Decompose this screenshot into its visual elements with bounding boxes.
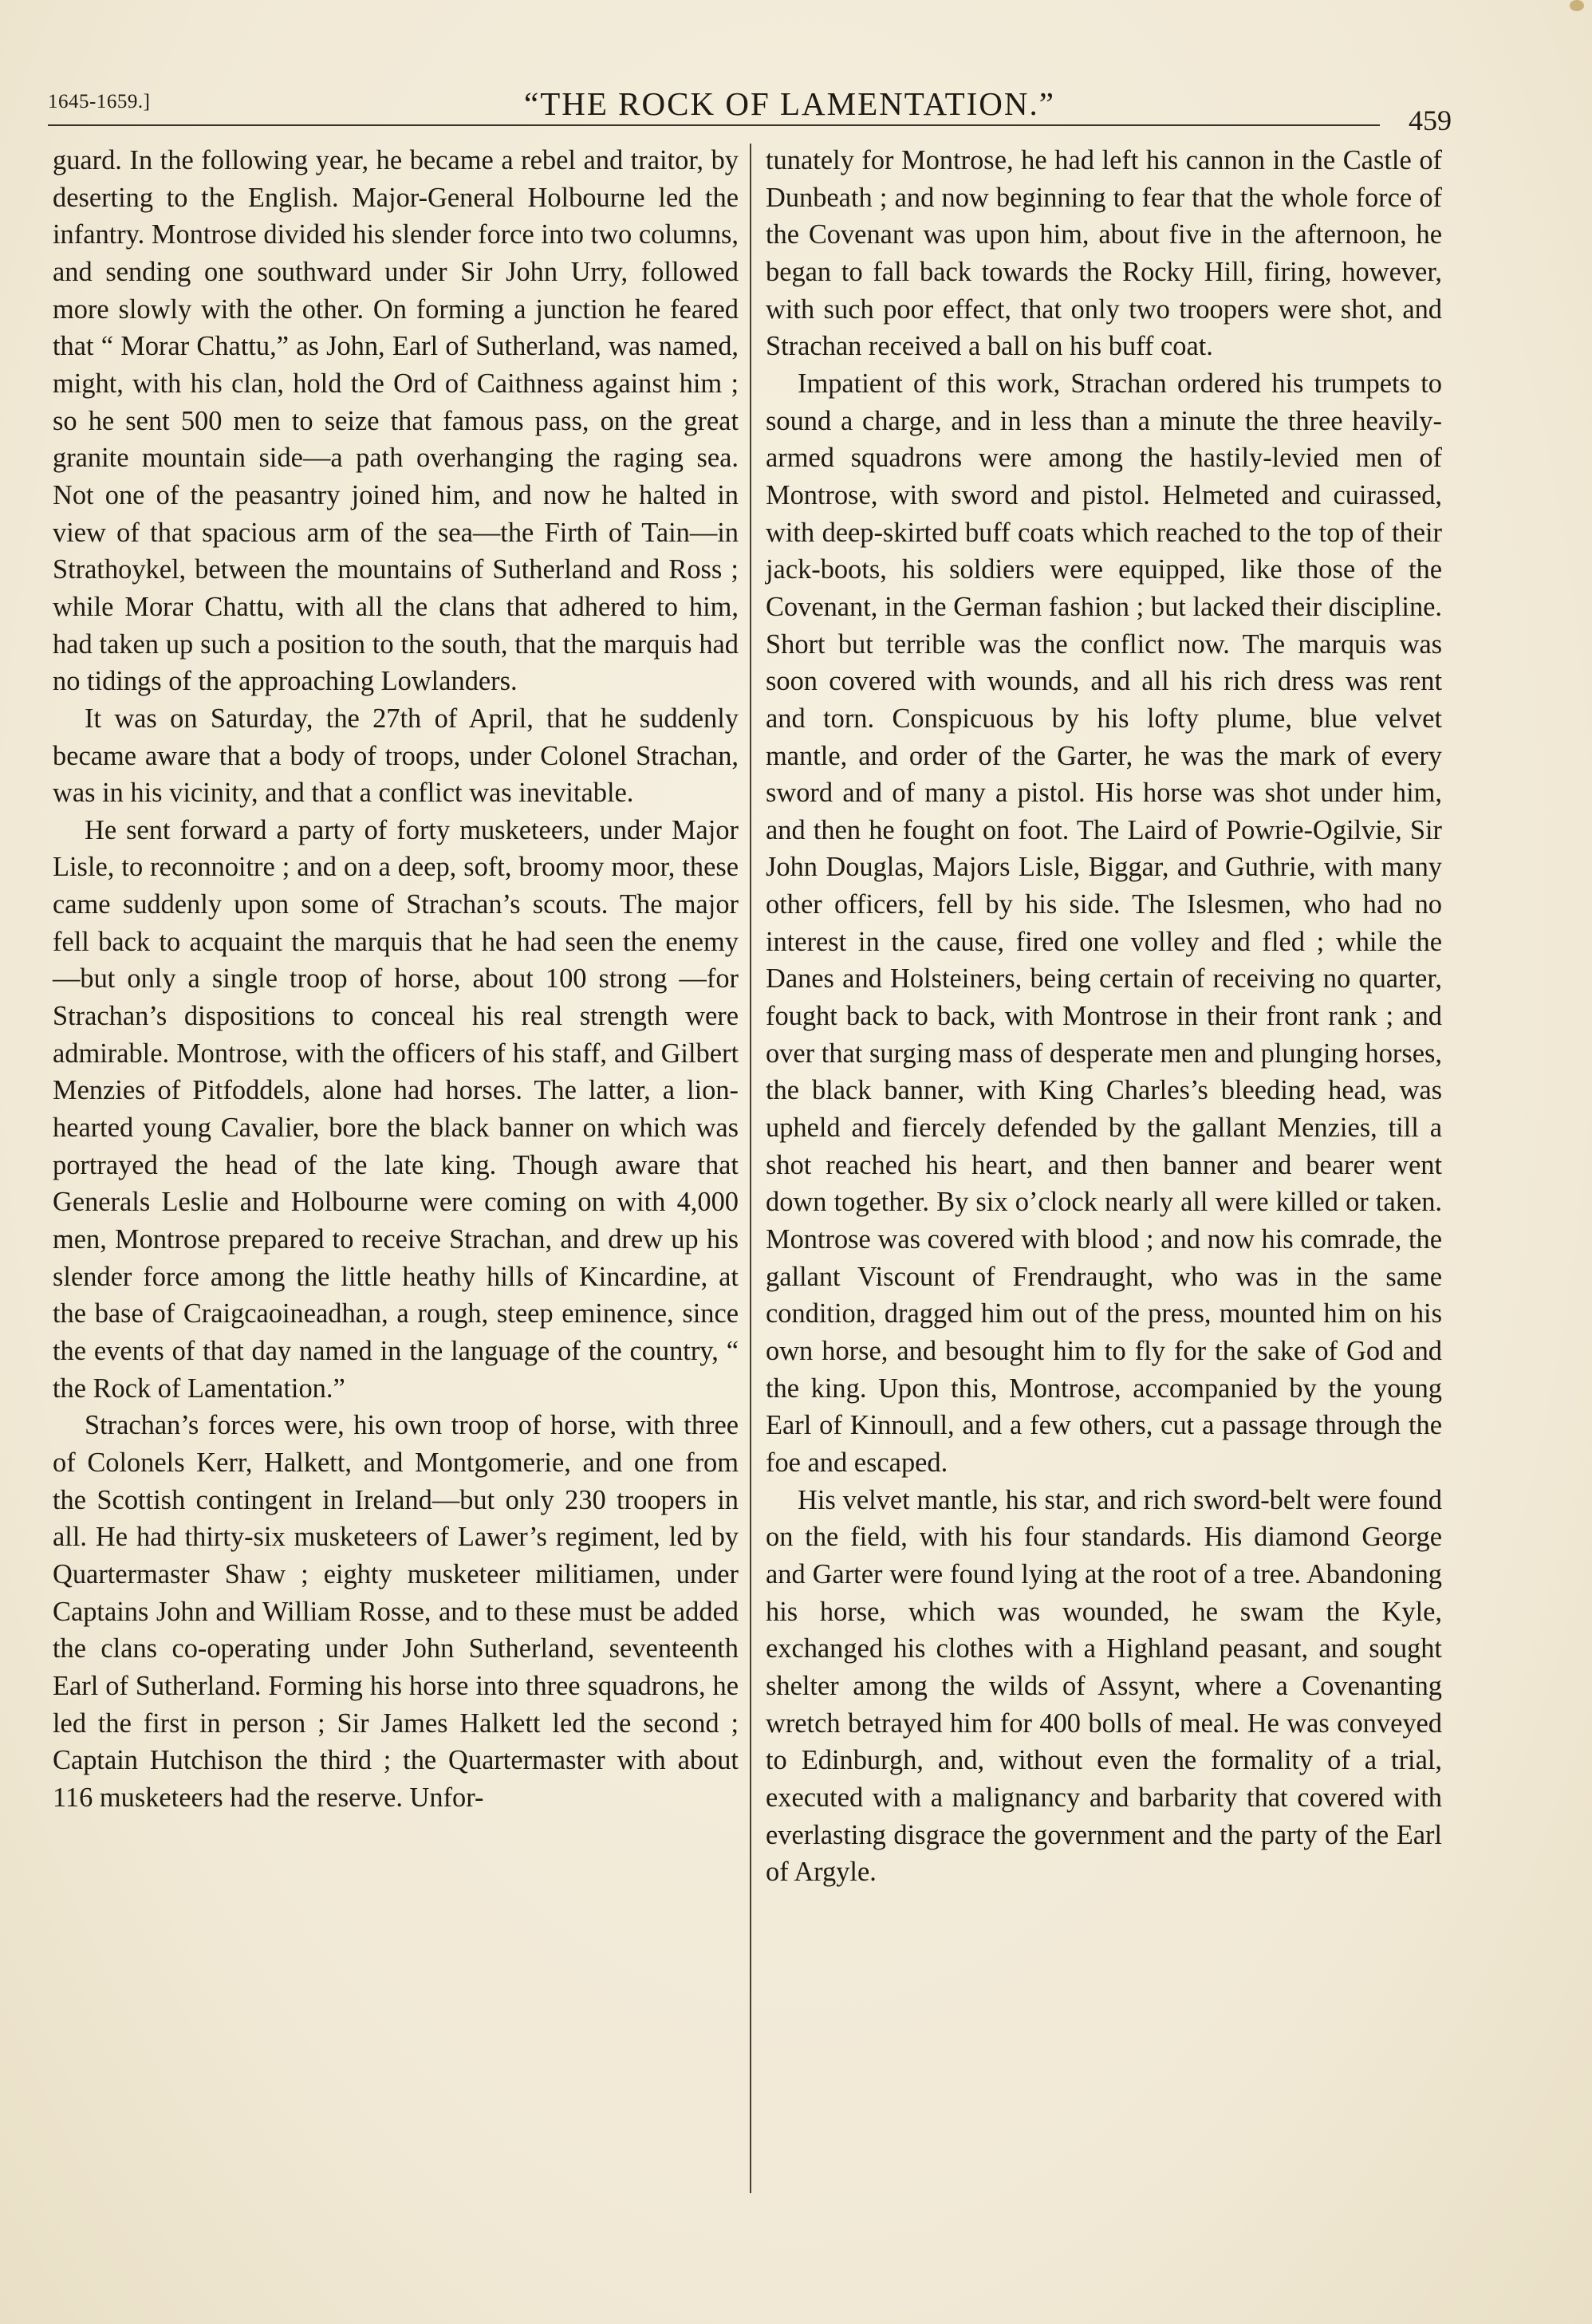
ink-blot (1570, 0, 1584, 11)
paragraph: Strachan’s forces were, his own troop of horse, with three of Colonels Kerr, Halkett, and Montgomerie, and one from the Scottish contingent in Ireland—but only 230 troopers in all. He had thirty-six musketeers of Lawer’s regiment, led by Quartermaster Shaw ; eighty musketeer militiamen, under Captains John and William Rosse, and to these must be added the clans co-operating under John Sutherland, seventeenth Earl of Sutherland. Forming his horse into three squadrons, he led the first in person ; Sir James Halkett led the second ; Captain Hutchison the third ; the Quartermaster with about 116 musketeers had the reserve. Unfor- (53, 1410, 739, 1813)
header-rule (48, 124, 1380, 126)
page-number: 459 (1409, 104, 1452, 136)
paragraph: guard. In the following year, he became a rebel and traitor, by deserting to the English. Major-General Holbourne led the infantry. Montrose divided his slender force into two columns, and sending one southward under Sir John Urry, followed more slowly with the other. On forming a junction he feared that “ Morar Chattu,” as John, Earl of Sutherland, was named, might, with his clan, hold the Ord of Caithness against him ; so he sent 500 men to seize that famous pass, on the great granite mountain side—a path overhanging the raging sea. Not one of the peasantry joined him, and now he halted in view of that spacious arm of the sea—the Firth of Tain—in Strathoykel, between the mountains of Sutherland and Ross ; while Morar Chattu, with all the clans that adhered to him, had taken up such a position to the south, that the marquis had no tidings of the approaching Lowlanders. (53, 145, 739, 697)
paragraph: His velvet mantle, his star, and rich sword-belt were found on the field, with his four standards. His diamond George and Garter were found lying at the root of a tree. Abandoning his horse, which was wounded, he swam the Kyle, exchanged his clothes with a Highland peasant, and sought shelter among the wilds of Assynt, where a Covenanting wretch betrayed him for 400 bolls of meal. He was conveyed to Edinburgh, and, without even the formality of a trial, executed with a malignancy and barbarity that covered with everlasting disgrace the government and the party of the Earl of Argyle. (766, 1484, 1442, 1888)
left-column (53, 142, 739, 1817)
paragraph: It was on Saturday, the 27th of April, that he suddenly became aware that a body of troops, under Colonel Strachan, was in his vicinity, and that a conflict was inevitable. (53, 703, 739, 809)
running-header (48, 73, 1452, 136)
header-date-range: 1645-1659.] (48, 91, 151, 112)
paragraph: He sent forward a party of forty musketeers, under Major Lisle, to reconnoitre ; and on a deep, soft, broomy moor, these came suddenly upon some of Strachan’s scouts. The major fell back to acquaint the marquis that he had seen the enemy—but only a single troop of horse, about 100 strong —for Strachan’s dispositions to conceal his real strength were admirable. Montrose, with the officers of his staff, and Gilbert Menzies of Pitfoddels, alone had horses. The latter, a lion-hearted young Cavalier, bore the black banner on which was portrayed the head of the late king. Though aware that Generals Leslie and Holbourne were coming on with 4,000 men, Montrose prepared to receive Strachan, and drew up his slender force among the little heathy hills of Kincardine, at the base of Craigcaoineadhan, a rough, steep eminence, since the events of that day named in the language of the country, “ the Rock of Lamentation.” (53, 814, 739, 1404)
paragraph: Impatient of this work, Strachan ordered his trumpets to sound a charge, and in less than a minute the three heavily-armed squadrons were among the hastily-levied men of Montrose, with sword and pistol. Helmeted and cuirassed, with deep-skirted buff coats which reached to the top of their jack-boots, his soldiers were equipped, like those of the Covenant, in the German fashion ; but lacked their discipline. Short but terrible was the conflict now. The marquis was soon covered with wounds, and all his rich dress was rent and torn. Conspicuous by his lofty plume, blue velvet mantle, and order of the Garter, he was the mark of every sword and of many a pistol. His horse was shot under him, and then he fought on foot. The Laird of Powrie-Ogilvie, Sir John Douglas, Majors Lisle, Biggar, and Guthrie, with many other officers, fell by his side. The Islesmen, who had no interest in the cause, fired one volley and fled ; while the Danes and Holsteiners, being certain of receiving no quarter, fought back to back, with Montrose in their front rank ; and over that surging mass of desperate men and plunging horses, the black banner, with King Charles’s bleeding head, was upheld and fiercely defended by the gallant Menzies, till a shot reached his heart, and then banner and bearer went down together. By six o’clock nearly all were killed or taken. Montrose was covered with blood ; and now his comrade, the gallant Viscount of Frendraught, who was in the same condition, dragged him out of the press, mounted him on his own horse, and besought him to fly for the sake of God and the king. Upon this, Montrose, accompanied by the young Earl of Kinnoull, and a few others, cut a passage through the foe and escaped. (766, 368, 1442, 1478)
paragraph: tunately for Montrose, he had left his cannon in the Castle of Dunbeath ; and now beginning to fear that the whole force of the Covenant was upon him, about five in the afternoon, he began to fall back towards the Rocky Hill, firing, however, with such poor effect, that only two troopers were shot, and Strachan received a ball on his buff coat. (766, 145, 1442, 362)
right-column (766, 142, 1442, 1891)
column-divider (750, 144, 751, 2193)
header-title: “THE ROCK OF LAMENTATION.” (524, 85, 1055, 122)
